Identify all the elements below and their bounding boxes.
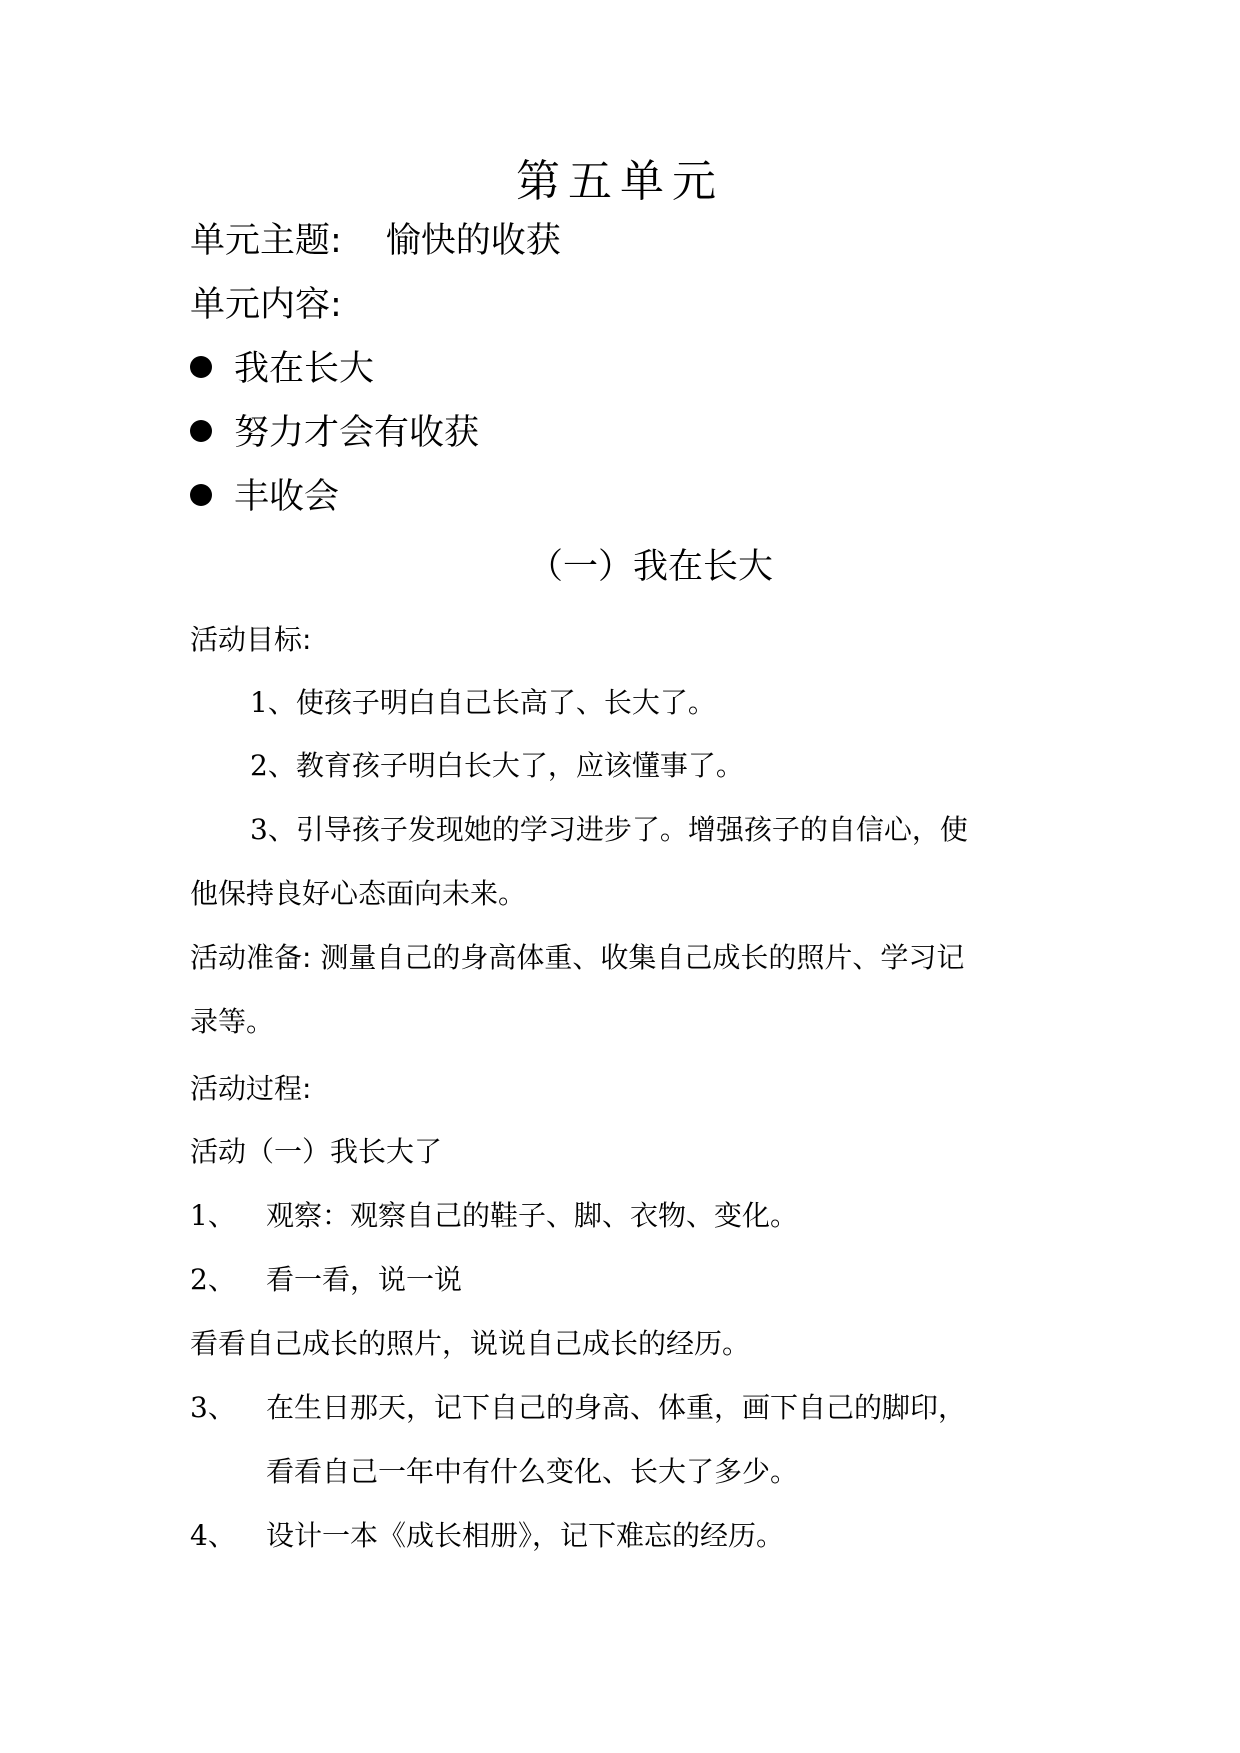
objective-item: 1、使孩子明白自己长高了、长大了。 — [250, 686, 716, 719]
unit-theme-value: 愉快的收获 — [385, 221, 561, 261]
objective-item: 2、教育孩子明白长大了，应该懂事了。 — [250, 749, 744, 782]
process-step — [190, 1199, 799, 1232]
process-step — [190, 1391, 967, 1424]
bullet-text: 丰收会 — [234, 477, 340, 517]
bullet-text: 努力才会有收获 — [234, 413, 480, 453]
step-number: 3、 — [190, 1391, 236, 1424]
preparation-text-continued: 录等。 — [190, 1005, 275, 1038]
bullet-item — [190, 413, 480, 453]
preparation-line — [190, 941, 965, 974]
unit-content-label: 单元内容: — [190, 285, 342, 325]
step-text: 看一看，说一说 — [266, 1263, 463, 1296]
step-number: 1、 — [190, 1199, 236, 1232]
page-title: 第五单元 — [516, 156, 724, 207]
step-number: 4、 — [190, 1519, 236, 1552]
process-step — [190, 1263, 463, 1296]
step-number: 2、 — [190, 1263, 236, 1296]
process-step-continued — [266, 1455, 799, 1488]
bullet-item — [190, 477, 340, 517]
unit-theme-line — [190, 221, 561, 261]
bullet-text: 我在长大 — [234, 349, 375, 389]
objective-item-continued: 他保持良好心态面向未来。 — [190, 877, 527, 910]
step-text: 看看自己一年中有什么变化、长大了多少。 — [266, 1455, 799, 1488]
process-step-continued — [190, 1327, 751, 1360]
section-title: （一）我在长大 — [528, 547, 774, 587]
process-step — [190, 1519, 785, 1552]
process-label: 活动过程: — [190, 1072, 312, 1105]
unit-theme-label: 单元主题: — [190, 221, 342, 261]
bullet-icon — [190, 356, 212, 378]
bullet-icon — [190, 484, 212, 506]
step-text: 观察：观察自己的鞋子、脚、衣物、变化。 — [266, 1199, 799, 1232]
bullet-item — [190, 349, 375, 389]
activity-title: 活动（一）我长大了 — [190, 1135, 443, 1168]
preparation-label: 活动准备: — [190, 941, 312, 974]
step-text: 看看自己成长的照片，说说自己成长的经历。 — [190, 1327, 751, 1360]
preparation-text: 测量自己的身高体重、收集自己成长的照片、学习记 — [320, 941, 965, 974]
objectives-label: 活动目标: — [190, 623, 312, 656]
bullet-icon — [190, 420, 212, 442]
objective-item: 3、引导孩子发现她的学习进步了。增强孩子的自信心，使 — [250, 813, 968, 846]
step-text: 设计一本《成长相册》，记下难忘的经历。 — [266, 1519, 785, 1552]
step-text: 在生日那天，记下自己的身高、体重，画下自己的脚印， — [266, 1391, 967, 1424]
